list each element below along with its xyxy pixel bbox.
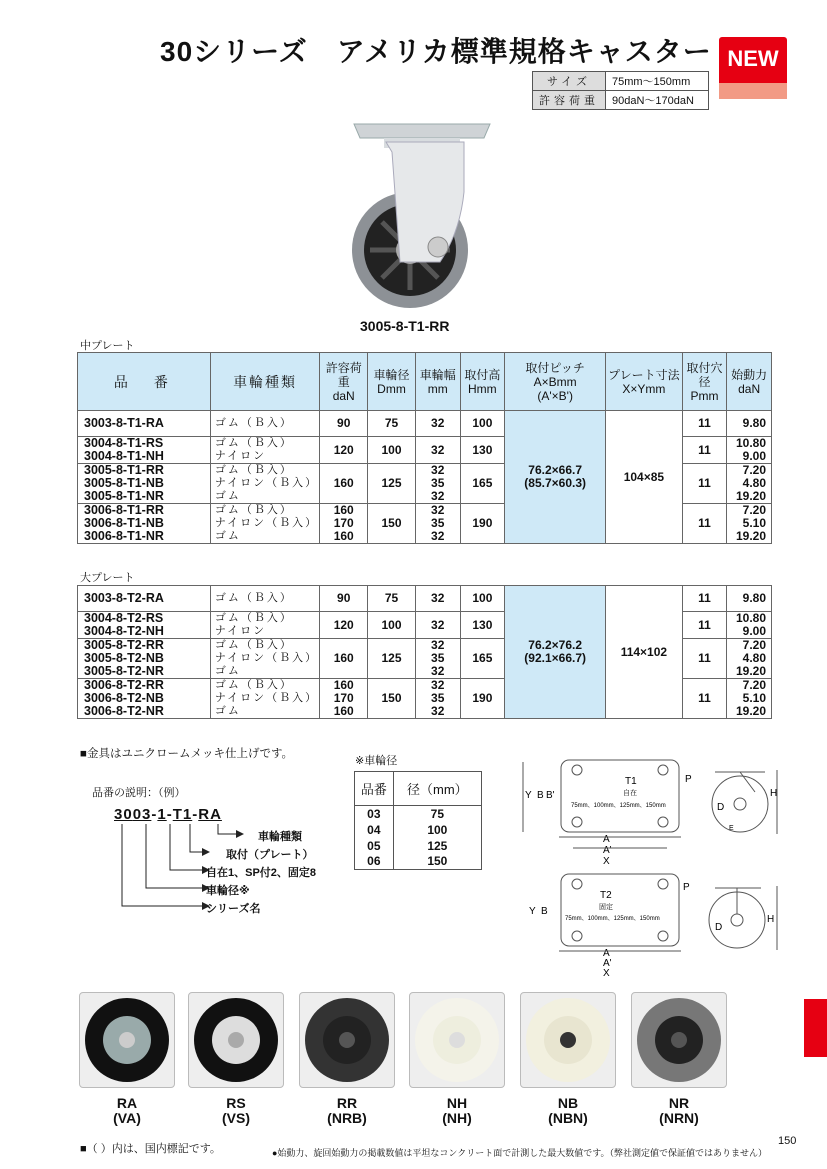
mount-pitch: 76.2×66.7 (85.7×60.3): [505, 411, 606, 544]
wheel-label: NH (NH): [442, 1095, 472, 1126]
width: 32: [415, 411, 460, 437]
start-force: 10.80 9.00: [727, 437, 772, 464]
width: 32 35 32: [415, 679, 460, 719]
hole-diameter: 11: [682, 679, 727, 719]
svg-text:自在: 自在: [623, 790, 637, 797]
diameter-note: ※車輪径: [355, 755, 398, 767]
diameter: 75: [368, 411, 416, 437]
page-title: 30シリーズ アメリカ標準規格キャスター: [160, 36, 712, 67]
load: 160: [320, 464, 368, 504]
dimension-drawings: [515, 752, 785, 982]
hole-diameter: 11: [682, 639, 727, 679]
spec-table: サイズ 75mm～150mm 許容荷重 90daN～170daN: [532, 71, 709, 110]
t2-title: T2: [600, 890, 612, 901]
spec-table-t1: 品 番 車輪種類 許容荷重 daN 車輪径 Dmm 車輪幅 mm 取付高 Hmm 取付ピッチ A×Bmm (A'×B') プレート寸法 X×Ymm 取付穴径 Pmm 始動力 daN 3003-8-T1-RA ゴム（Ｂ入） 90 75 32 100 76.2×66.7 (85.7×60.3) 104×85 11 9.80 3004-8-T1-RS ゴム（Ｂ入） 120 100 32 130 11 10.80 9.00 3004-8-T1-NH ナイロン 3005-8-T1-RR ゴム（Ｂ入） 160 125 32 35 32 165 11 7.20 4.80 19.20 3005-8-T1-NB ナイロン（Ｂ入） 3005-8-T1-NR ゴム 3006-8-T1-RR ゴム（Ｂ入） 160 170 160 150 32 35 32 190 11 7.20 5.10 19.20 3006-8-T1-NB ナイロン（Ｂ入） 3006-8-T1-NR ゴム: [77, 352, 772, 544]
mount-height: 165: [460, 464, 505, 504]
mount-height: 100: [460, 586, 505, 612]
wheel-type: ゴム: [210, 490, 319, 504]
explain-item: シリーズ名: [206, 903, 261, 915]
plating-note: ■金具はユニクロームメッキ仕上げです。: [80, 748, 294, 760]
wheel-image-ra: [79, 992, 175, 1088]
start-force: 7.20 5.10 19.20: [727, 679, 772, 719]
spec-table-t2: [77, 585, 772, 719]
diameter-row: 05 125: [355, 838, 482, 854]
wheel-label: RA (VA): [113, 1095, 141, 1126]
wheel-type: ナイロン（Ｂ入）: [210, 517, 319, 530]
wheel-image-nb: [520, 992, 616, 1088]
width: 32: [415, 437, 460, 464]
wheel-type: ゴム（Ｂ入）: [210, 612, 319, 626]
product-code: 3004-8-T1-RS: [78, 437, 211, 451]
start-force: 7.20 5.10 19.20: [727, 504, 772, 544]
table-row: [78, 586, 772, 612]
explain-item: 自在1、SP付2、固定8: [206, 867, 317, 879]
photo-caption: 3005-8-T1-RR: [360, 318, 450, 334]
svg-text:A': A': [603, 958, 612, 969]
mount-height: 130: [460, 612, 505, 639]
explain-item: 車輪種類: [258, 831, 302, 843]
start-force: 7.20 4.80 19.20: [727, 464, 772, 504]
load: 120: [320, 612, 368, 639]
footnote-domestic: ■（ ）内は、国内標記です。: [80, 1143, 221, 1155]
hole-diameter: 11: [682, 612, 727, 639]
svg-text:B': B': [546, 790, 555, 801]
diameter: 125: [368, 464, 416, 504]
wheel-type: ゴム: [210, 665, 319, 679]
hole-diameter: 11: [682, 586, 727, 612]
svg-text:75mm、100mm、125mm、150mm: 75mm、100mm、125mm、150mm: [571, 803, 666, 809]
wheel-type: ゴム（Ｂ入）: [210, 586, 319, 612]
wheel-label: RR (NRB): [327, 1095, 367, 1126]
diameter: 150: [368, 679, 416, 719]
svg-text:D: D: [717, 802, 725, 813]
product-code: 3004-8-T2-RS: [78, 612, 211, 626]
section-t1-label: 中プレート: [80, 340, 135, 352]
wheel-type: ゴム: [210, 530, 319, 544]
load: 120: [320, 437, 368, 464]
product-code: 3006-8-T1-NR: [78, 530, 211, 544]
page-tab: [804, 999, 827, 1057]
product-code: 3003-8-T2-RA: [78, 586, 211, 612]
product-code: 3005-8-T2-RR: [78, 639, 211, 653]
caster-photo: [340, 112, 500, 312]
footnote-start-force: ●始動力、旋回始動力の掲載数値は平坦なコンクリート面で計測した最大数値です。（弊社測定値で保証値ではありません）: [272, 1148, 768, 1158]
svg-text:B: B: [541, 906, 548, 917]
svg-text:P: P: [683, 882, 690, 893]
section-t2-label: 大プレート: [80, 572, 135, 584]
start-force: 10.80 9.00: [727, 612, 772, 639]
svg-text:B: B: [537, 790, 544, 801]
load: 160 170 160: [320, 679, 368, 719]
page-number: 150: [778, 1135, 797, 1147]
product-code: 3004-8-T2-NH: [78, 625, 211, 639]
wheel-type: ナイロン: [210, 625, 319, 639]
code-explanation: 品番の説明：（例）: [92, 787, 186, 799]
diameter: 150: [368, 504, 416, 544]
wheel-type: ゴム（Ｂ入）: [210, 437, 319, 451]
t1-title: T1: [625, 776, 637, 787]
load: 90: [320, 586, 368, 612]
svg-text:75mm、100mm、125mm、150mm: 75mm、100mm、125mm、150mm: [565, 916, 660, 922]
product-code: 3006-8-T2-NB: [78, 692, 211, 705]
wheel-type: ゴム（Ｂ入）: [210, 464, 319, 478]
hole-diameter: 11: [682, 504, 727, 544]
wheel-image-rr: [299, 992, 395, 1088]
hole-diameter: 11: [682, 411, 727, 437]
product-code: 3004-8-T1-NH: [78, 450, 211, 464]
svg-text:P: P: [685, 774, 692, 785]
load: 160: [320, 639, 368, 679]
wheel-type: ナイロン（Ｂ入）: [210, 692, 319, 705]
wheel-type: ゴム（Ｂ入）: [210, 411, 319, 437]
diameter-row: 04 100: [355, 822, 482, 838]
product-code: 3005-8-T2-NR: [78, 665, 211, 679]
product-code: 3006-8-T1-RR: [78, 504, 211, 518]
width: 32 35 32: [415, 504, 460, 544]
wheel-image-nh: [409, 992, 505, 1088]
svg-text:A': A': [603, 845, 612, 856]
wheel-type: ナイロン（Ｂ入）: [210, 477, 319, 490]
mount-height: 165: [460, 639, 505, 679]
product-code: 3006-8-T2-NR: [78, 705, 211, 719]
svg-text:H: H: [770, 788, 778, 799]
diameter: 100: [368, 612, 416, 639]
example-code: 3003-1-T1-RA: [114, 806, 222, 823]
plate-size: 104×85: [606, 411, 683, 544]
explain-item: 車輪径※: [206, 885, 250, 897]
load: 160 170 160: [320, 504, 368, 544]
new-badge: NEW: [719, 37, 787, 99]
svg-text:H: H: [767, 914, 775, 925]
table-row: [78, 411, 772, 437]
mount-height: 100: [460, 411, 505, 437]
diameter: 100: [368, 437, 416, 464]
wheel-image-nr: [631, 992, 727, 1088]
product-code: 3005-8-T2-NB: [78, 652, 211, 665]
svg-text:A: A: [603, 948, 610, 959]
plate-size: 114×102: [606, 586, 683, 719]
mount-pitch: 76.2×76.2 (92.1×66.7): [505, 586, 606, 719]
load: 90: [320, 411, 368, 437]
diameter-row: 03 75: [355, 806, 482, 822]
mount-height: 190: [460, 504, 505, 544]
mount-height: 130: [460, 437, 505, 464]
hole-diameter: 11: [682, 437, 727, 464]
wheel-image-rs: [188, 992, 284, 1088]
diameter-table: 品番 径（mm） 03 75 04 100 05 125 06 150: [354, 771, 482, 870]
explain-item: 取付（プレート）: [226, 849, 314, 861]
svg-text:X: X: [603, 856, 610, 867]
product-code: 3005-8-T1-RR: [78, 464, 211, 478]
wheel-type: ゴム（Ｂ入）: [210, 504, 319, 518]
svg-text:X: X: [603, 968, 610, 979]
wheel-label: NR (NRN): [659, 1095, 699, 1126]
width: 32: [415, 612, 460, 639]
start-force: 9.80: [727, 586, 772, 612]
start-force: 9.80: [727, 411, 772, 437]
diameter: 125: [368, 639, 416, 679]
hole-diameter: 11: [682, 464, 727, 504]
wheel-type: ゴム（Ｂ入）: [210, 639, 319, 653]
diameter: 75: [368, 586, 416, 612]
width: 32: [415, 586, 460, 612]
product-code: 3003-8-T1-RA: [78, 411, 211, 437]
product-code: 3006-8-T1-NB: [78, 517, 211, 530]
svg-text:D: D: [715, 922, 723, 933]
svg-text:固定: 固定: [599, 904, 613, 911]
svg-text:A: A: [603, 834, 610, 845]
svg-text:E: E: [729, 825, 734, 832]
mount-height: 190: [460, 679, 505, 719]
svg-text:Y: Y: [525, 790, 532, 801]
product-code: 3005-8-T1-NB: [78, 477, 211, 490]
wheel-type: ゴム: [210, 705, 319, 719]
width: 32 35 32: [415, 464, 460, 504]
wheel-type: ナイロン（Ｂ入）: [210, 652, 319, 665]
width: 32 35 32: [415, 639, 460, 679]
wheel-type: ナイロン: [210, 450, 319, 464]
product-code: 3006-8-T2-RR: [78, 679, 211, 693]
wheel-label: RS (VS): [222, 1095, 250, 1126]
diameter-row: 06 150: [355, 854, 482, 870]
start-force: 7.20 4.80 19.20: [727, 639, 772, 679]
product-code: 3005-8-T1-NR: [78, 490, 211, 504]
wheel-type: ゴム（Ｂ入）: [210, 679, 319, 693]
svg-text:Y: Y: [529, 906, 536, 917]
wheel-label: NB (NBN): [548, 1095, 588, 1126]
